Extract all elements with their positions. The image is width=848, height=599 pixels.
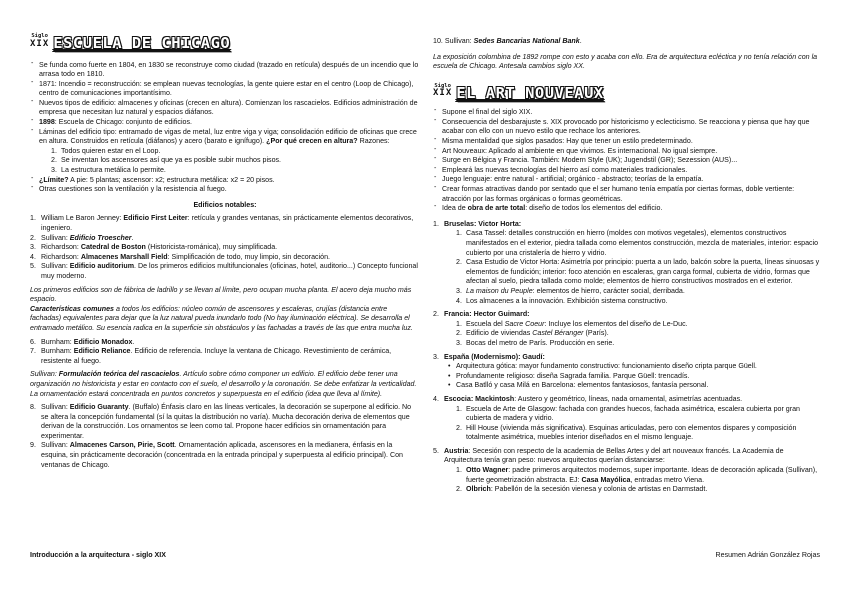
section-header-art-nouveaux [433,82,821,102]
num: 6. [30,337,36,346]
text: . (Buffalo) Énfasis claro en las líneas verticales, la decoración se superpone al edificio. No se altera la concepción fundamental (sí la quitas la distribución no varía). Mucha decoración deriva de elementos que derivan de la construcción. Los ornamentos se leen como tal. Propone hacer edificios sin ornamentación para experimentar. [41,403,412,440]
text: Casa Estudio de Victor Horta: Asimetría por principio: puerta a un lado, balcón sobre la puerta, líneas sinuosas y elementos de fundición; interior: foco atención en escaleras, gran carga formal, cubierta de vidrio, formas que afectan al suelo, piedra tallada como molde; elementos de hierro constructivos mostrados en el exterior. [466,258,820,286]
num: 3. [433,352,439,361]
num: 1. [433,219,439,228]
section-title: ESCUELA DE CHICAGO [53,33,231,52]
text: . [131,233,134,242]
list-item [456,339,821,349]
list-item [30,262,420,281]
italic-text: Sacre Coeur [504,319,545,328]
list-item [456,424,821,443]
left-column [30,34,420,470]
text: Bocas del metro de París. Producción en serie. [466,338,615,347]
text: Richardson: [41,252,81,261]
list-item: - Art Nouveaux: Aplicado al ambiente en que vivimos. Es internacional. No igual siempre. [433,147,821,157]
text: : Escuela de Chicago: conjunto de edificios. [54,118,193,127]
bold-text: Características comunes [30,304,114,313]
bold-text: Edificio First Leiter [123,214,188,223]
text: Hill House (vivienda más significativa). Esquinas articuladas, pero con elementos dispares y composición totalmente asimétrica, muebles interior diseñados en el mismo lenguaje. [466,423,797,442]
text: Idea de [442,204,468,213]
text: : Pabellón de la secesión vienesa y colonia de artistas en Darmstadt. [490,485,708,494]
list-item: - Nuevos tipos de edificio: almacenes y oficinas (crecen en altura). Comienzan los rascacielos. Edificios administración de empresa que necesitan luz natural y espacios diáfanos. [30,99,420,118]
num: 1. [456,404,462,413]
text: Casa Tassel: detalles construcción en hierro (moldes con motivos vegetales), elementos constructivos manifestados en el exterior, piedra tallada como elementos construcción, mezcla de materiales, interior: espacio cubierto por una cristalería de hierro y vidrio. [466,229,819,257]
list-item [456,485,821,495]
list-item [30,176,420,186]
list-item: - Se funda como fuerte en 1804, en 1830 se reconstruye como ciudad (trazado en retícula) después de un incendio que lo arrasa todo en 1810. [30,61,420,80]
reasons-list [39,147,420,176]
num: 3. [456,338,462,347]
num: 3. [30,243,36,252]
text: : Simplificación de todo, muy limpio, sin decoración. [167,252,331,261]
text: . Ornamentación aplicada, ascensores en la medianera, énfasis en la esquina, sin prácticamente decoración (concentrada en la entrada principal y superpuesta al edificio principal). Con ventanas de Chicago. [41,441,403,469]
bold-text: Otto Wagner [466,466,509,475]
text: . Edificio de referencia. Incluye la ventana de Chicago. Revestimiento de cerámica, resistente al fuego. [41,347,392,365]
text: A pie: 5 plantas; ascensor: x2; estructura metálica: x2 = 20 pisos. [68,175,275,184]
sub-list [444,466,821,495]
text: Sullivan: [30,370,59,379]
list-item: - 1871: Incendio = reconstrucción: se emplean nuevas tecnologías, la gente quiere estar en el centro (Loop de Chicago), centro de comunicaciones importantísimo. [30,80,420,99]
bold-text: Olbrich [466,485,491,494]
item-10 [433,37,821,47]
list-item: • Casa Batlló y casa Milá en Barcelona: elementos fantasiosos, fantasía personal. [448,381,821,391]
list-item [433,220,821,306]
siglo-label [433,84,452,99]
text: : elementos de hierro, carácter social, derribada. [532,286,685,295]
num: 3. [456,286,462,295]
regions-list [433,220,821,495]
bullet-list [444,362,821,391]
bold-text: Edificio auditorium [69,262,135,271]
list-item: - Supone el final del siglo XIX. [433,108,821,118]
num: 7. [30,347,36,356]
list-item [456,287,821,297]
section-title: EL ART NOUVEAUX [456,83,604,102]
bold-text: Almacenes Carson, Pirie, Scott [69,441,175,450]
text: . [132,337,135,346]
text: (Historicista-románica), muy simplificada. [145,243,278,252]
bold-text: Edificio Reliance [73,347,131,356]
sub-list [444,405,821,443]
bold-text: Austria [444,446,469,455]
bold-text: Formulación teórica del rascacielos [58,370,180,379]
italic-text: La maison du Peuple [466,286,533,295]
list-item [456,405,821,424]
list-item [30,338,420,348]
list-item: • Profundamente religioso: diseña Sagrada familia. Parque Güell: trencadís. [448,372,821,382]
text: , entradas metro Viena. [630,475,705,484]
list-item [456,297,821,307]
paragraph-ladrillo: Los primeros edificios son de fábrica de ladrillo y se llevan al límite, pero ocupan mucha planta. El acero deja mucho más espacio. [30,285,412,304]
bold-text: ¿Por qué crecen en altura? [266,137,358,146]
list-item [30,441,420,470]
num: 9. [30,441,36,450]
text: Burnham: [41,337,74,346]
text: . Artículo sobre cómo componer un edificio. El edificio debe tener una organización no historicista y estar en contacto con el suelo, el desarrollo y la coronación. Se debe enfatizar la verticalidad. La ornamentación estará concentrada en puntos concretos y superpuesta en el edificio (idea que lleva al límite). [30,370,417,398]
bold-text: Edificio Monadox [73,337,133,346]
notables-list-3 [30,403,420,470]
num: 1. [456,466,462,475]
list-item [30,214,420,233]
text: Burnham: [41,347,74,356]
bold-text: Bruselas: Victor Horta: [444,219,522,228]
bold-text: 1898 [39,118,55,127]
num: 2. [456,485,462,494]
list-item [456,329,821,339]
text: Richardson: [41,243,81,252]
text: Escuela del [466,319,505,328]
text: Se inventan los ascensores así que ya es posible subir muchos pisos. [61,156,282,165]
notables-heading [30,201,420,211]
list-item: 2. Se inventan los ascensores así que ya es posible subir muchos pisos. [51,156,282,165]
sub-list [444,229,821,306]
siglo-roman: XIX [433,88,453,99]
list-item [456,320,821,330]
bold-text: Edificio Troescher [69,233,132,242]
text: Razones: [357,137,390,146]
num: 2. [433,310,439,319]
art-nouveaux-bullets [433,108,821,214]
text: 10. Sullivan: [433,37,474,45]
list-item [30,243,420,253]
num: 1. [456,319,462,328]
num: 5. [433,446,439,455]
list-item [30,234,420,244]
list-item [30,347,420,366]
num: 5. [30,262,36,271]
list-item [433,447,821,495]
paragraph-sullivan-teoria [30,370,420,399]
text: Todos quieren estar en el Loop. [61,146,161,155]
list-item: - Otras cuestiones son la ventilación y la resistencia al fuego. [30,185,420,195]
text: Sullivan: [41,262,70,271]
num: 1. [456,229,462,238]
text: . De los primeros edificios multifuncionales (oficinas, hotel, auditorio...) Concepto funcional muy moderno. [41,262,418,280]
list-item [30,403,420,441]
footer-left: Introducción a la arquitectura - siglo XIX [30,551,166,559]
list-item: • Arquitectura gótica: mayor fundamento constructivo: funcionamiento diseño cripta parque Güell. [448,362,821,372]
bold-text: Almacenes Marshall Field [80,252,168,261]
bold-text: Catedral de Boston [80,243,146,252]
bold-text: obra de arte total [467,204,526,213]
list-item: - Surge en Bélgica y Francia. También: Modern Style (UK); Jugendstil (GR); Sezession (AUS)... [433,156,821,166]
list-item [456,466,821,485]
list-item [456,258,821,287]
section-header-chicago [30,33,420,52]
right-column [433,37,821,495]
num: 4. [433,394,439,403]
bold-text: Casa Mayólica [581,475,631,484]
text: : Secesión con respecto de la academia de Bellas Artes y del art nouveaux francés. La Academia de Arquitectura tenía gran peso: nuevos arquitectos querían distanciarse: [444,446,784,465]
text: : retícula y grandes ventanas, sin prácticamente elementos decorativos, ingeniero. [41,214,414,232]
text: : diseño de todos los elementos del edificio. [525,204,663,213]
text: : Incluye los elementos del diseño de Le-Duc. [544,319,688,328]
list-item [433,310,821,348]
bold-text: ¿Límite? [39,175,69,184]
num: 8. [30,403,36,412]
list-item [30,128,420,176]
bold-text: Francia: Hector Guimard: [444,310,530,319]
list-item: 1. Todos quieren estar en el Loop. [51,146,161,155]
list-item: - Misma mentalidad que siglos pasados: Hay que tener un estilo predeterminado. [433,137,821,147]
text: William Le Baron Jenney: [41,214,124,223]
text: Edificio de viviendas [466,329,533,338]
text: (París). [583,329,609,338]
text: Sullivan: [41,441,70,450]
text: : Austero y geométrico, líneas, nada ornamental, asimetrías acentuadas. [514,394,743,403]
num: 4. [30,252,36,261]
text: Láminas del edificio tipo: entramado de vigas de metal, luz entre viga y viga; consolidación edificio de oficinas que crece en altura. Construidos en retícula (diáfanos) y acero (barato e ignífugo). [39,127,417,146]
list-item [456,229,821,258]
paragraph-exposicion: La exposición colombina de 1892 rompe con esto y acaba con ello. Era de arquitectura ecléctica y no tenía relación con la escuela de Chicago. Antesala cambios siglo XX. [433,52,818,71]
chicago-bullets [30,61,420,195]
italic-text: Castel Béranger [532,329,584,338]
list-item [433,353,821,391]
list-item: - Consecuencia del desbarajuste s. XIX provocado por historicismo y eclecticismo. Se reacciona y piensa que hay que acabar con ello con un nuevo estilo que rechace los anteriores. [433,118,821,137]
num: 2. [30,233,36,242]
bold-text: Escocia: Mackintosh [444,394,515,403]
sub-list [444,320,821,349]
num: 1. [30,214,36,223]
list-item: - Juego lenguaje: entre natural - artificial; orgánico - abstracto; teorías de la empatía. [433,175,821,185]
list-item [433,395,821,443]
bold-text: Edificio Guaranty [69,403,129,412]
list-item [30,253,420,263]
footer-right: Resumen Adrián González Rojas [715,551,820,559]
siglo-roman: XIX [30,38,50,49]
bold-text: Sedes Bancarias National Bank [473,37,580,45]
list-item [433,204,821,214]
text: Sullivan: [41,403,70,412]
list-item: - Crear formas atractivas dando por sentado que el ser humano tenía empatía por ciertas formas, doble vertiente: atracción por las formas orgánicas o formas geométricas. [433,185,821,204]
num: 2. [456,423,462,432]
text: : padre primeros arquitectos modernos, super importante. Ideas de decoración aplicada (Sullivan), fuerte geometrización abstracta. EJ: [466,466,818,484]
siglo-small: Siglo [434,82,451,89]
list-item: 3. La estructura metálica lo permite. [51,166,166,175]
siglo-label [30,34,49,49]
paragraph-caracteristicas [30,305,420,334]
text: Sullivan: [41,233,70,242]
num: 4. [456,296,462,305]
text: a todos los edificios: núcleo común de ascensores y escaleras, crujías (distancia entre fachadas) equivalentes para dejar que la luz natural pueda inundarlo todo (No hay iluminación eléctrica). Se desarrolla el entramado metálico. Su esencia radica en la superficie sin obstáculos y las fachadas a través de las que entra mucha luz. [30,304,413,332]
list-item [30,118,420,128]
bold-text: España (Modernismo): Gaudí: [444,352,545,361]
notables-list-2 [30,338,420,367]
text: La estructura metálica lo permite. [61,166,166,175]
num: 2. [456,258,462,267]
siglo-small: Siglo [31,33,48,39]
text: Escuela de Arte de Glasgow: fachada con grandes huecos, fachada asimétrica, escalera cubierta por gran cubierta de madera y vidrio. [466,404,800,423]
list-item: - Empleará las nuevas tecnologías del hierro así como materiales tradicionales. [433,166,821,176]
bold-text: Edificios notables: [193,200,257,209]
num: 2. [456,329,462,338]
notables-list [30,214,420,281]
text: . [579,37,582,45]
text: Los almacenes a la innovación. Exhibición sistema constructivo. [466,296,668,305]
